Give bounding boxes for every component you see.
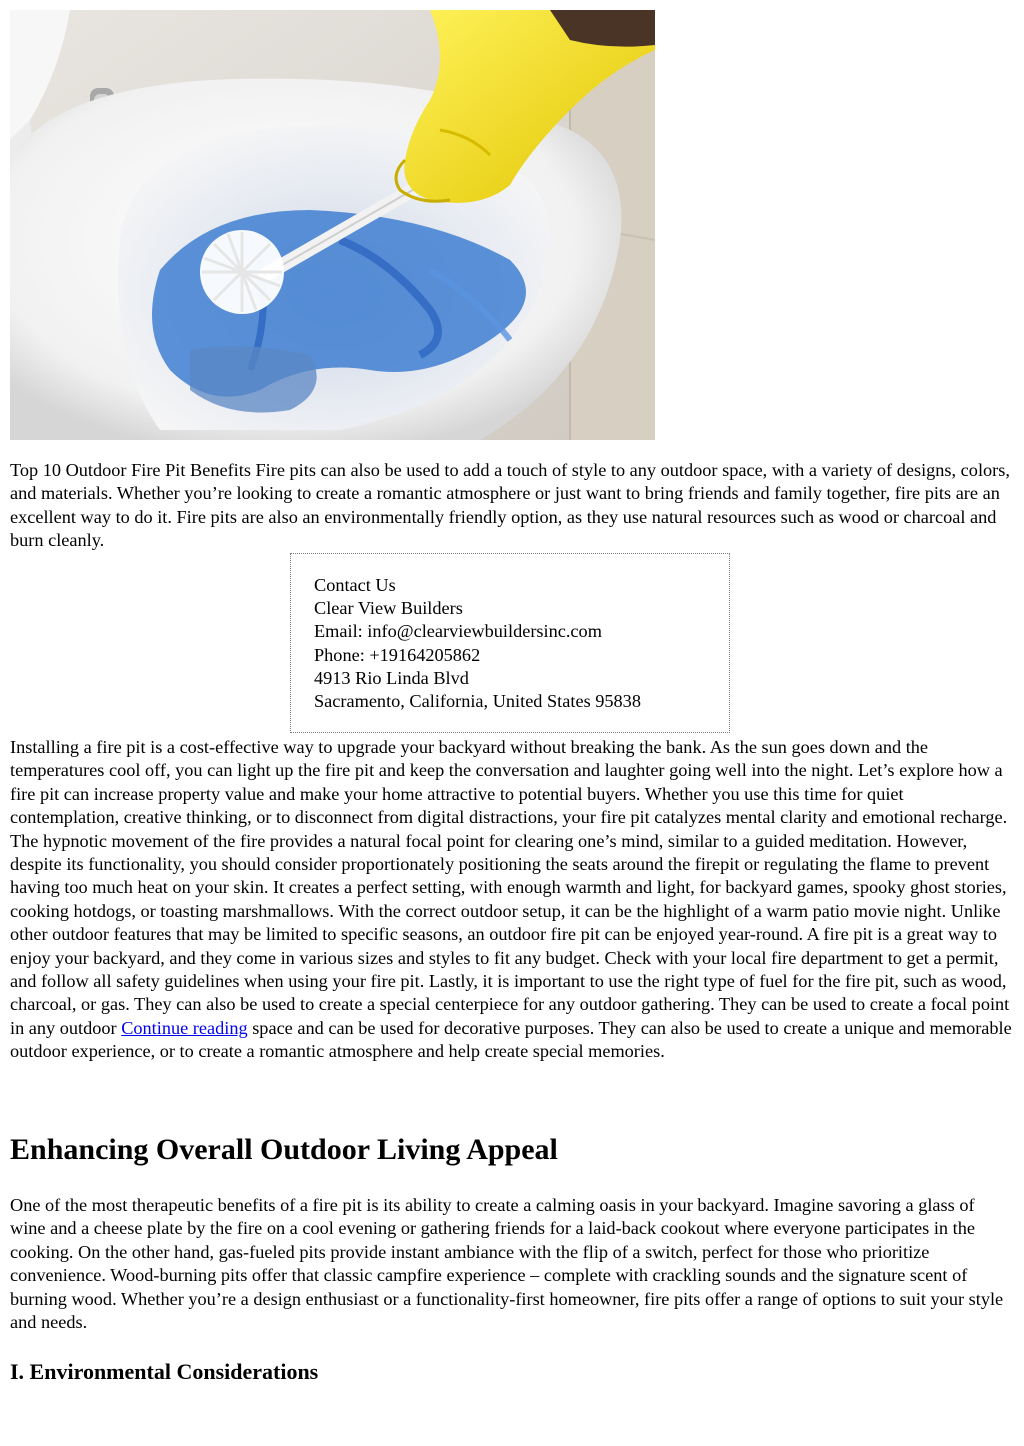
intro-paragraph: Top 10 Outdoor Fire Pit Benefits Fire pits can also be used to add a touch of style to any outdoor space, with a variety of designs, colors, and materials. Whether you’re looking to create a romantic atmosphere or just want to bring friends and family together, fire pits are an excellent way to do it. Fire pits are also an environmentally friendly option, as they use natural resources such as wood or charcoal and burn cleanly. [10,460,1010,551]
contact-company: Clear View Builders [314,598,463,619]
contact-phone: Phone: +19164205862 [314,644,481,665]
contact-email: Email: info@clearviewbuildersinc.com [314,621,602,642]
contact-box [290,553,730,733]
toilet-cleaning-photo-icon [10,10,655,440]
body-text-after-link: space and can be used for decorative purposes. They can also be used to create a unique and memorable outdoor experience, or to create a romantic atmosphere and help create special memories. [10,1017,1012,1062]
contact-city: Sacramento, California, United States 95838 [314,691,641,712]
body-text-before-link: Installing a fire pit is a cost-effective way to upgrade your backyard without breaking the bank. As the sun goes down and the temperatures cool off, you can light up the fire pit and keep the conversation and laughter going well into the night. Let’s explore how a fire pit can increase property value and make your home attractive to potential buyers. Whether you use this time for quiet contemplation, creative thinking, or to disconnect from digital distractions, your fire pit catalyzes mental clarity and emotional recharge. The hypnotic movement of the fire provides a natural focal point for clearing one’s mind, similar to a guided meditation. However, despite its functionality, you should consider proportionately positioning the seats around the firepit or regulating the flame to prevent having too much heat on your skin. It creates a perfect setting, with enough warmth and light, for backyard games, spooky ghost stories, cooking hotdogs, or toasting marshmallows. With the correct outdoor setup, it can be the highlight of a warm patio movie night. Unlike other outdoor features that may be limited to specific seasons, an outdoor fire pit can be enjoyed year-round. A fire pit is a great way to enjoy your backyard, and they come in various sizes and styles to fit any budget. Check with your local fire department to get a permit, and follow all safety guidelines when using your fire pit. Lastly, it is important to use the right type of fuel for the fire pit, such as wood, charcoal, or gas. They can also be used to create a special centerpiece for any outdoor gathering. They can be used to create a focal point in any outdoor [10,737,1010,1038]
subsection-heading: I. Environmental Considerations [10,1359,319,1384]
body-paragraph [10,736,1014,1064]
contact-heading: Contact Us [314,575,396,595]
section-heading: Enhancing Overall Outdoor Living Appeal [10,1133,558,1166]
contact-street: 4913 Rio Linda Blvd [314,667,469,688]
hero-image [10,10,655,440]
section-paragraph: One of the most therapeutic benefits of a fire pit is its ability to create a calming oasis in your backyard. Imagine savoring a glass of wine and a cheese plate by the fire on a cool evening or gathering friends for a laid-back cookout where everyone participates in the cooking. On the other hand, gas-fueled pits provide instant ambiance with the flip of a switch, perfect for those who prioritize convenience. Wood-burning pits offer that classic campfire experience – complete with crackling sounds and the signature scent of burning wood. Whether you’re a design enthusiast or a functionality-first homeowner, fire pits offer a range of options to suit your style and needs. [10,1195,1004,1333]
continue-reading-link[interactable]: Continue reading [121,1017,248,1038]
